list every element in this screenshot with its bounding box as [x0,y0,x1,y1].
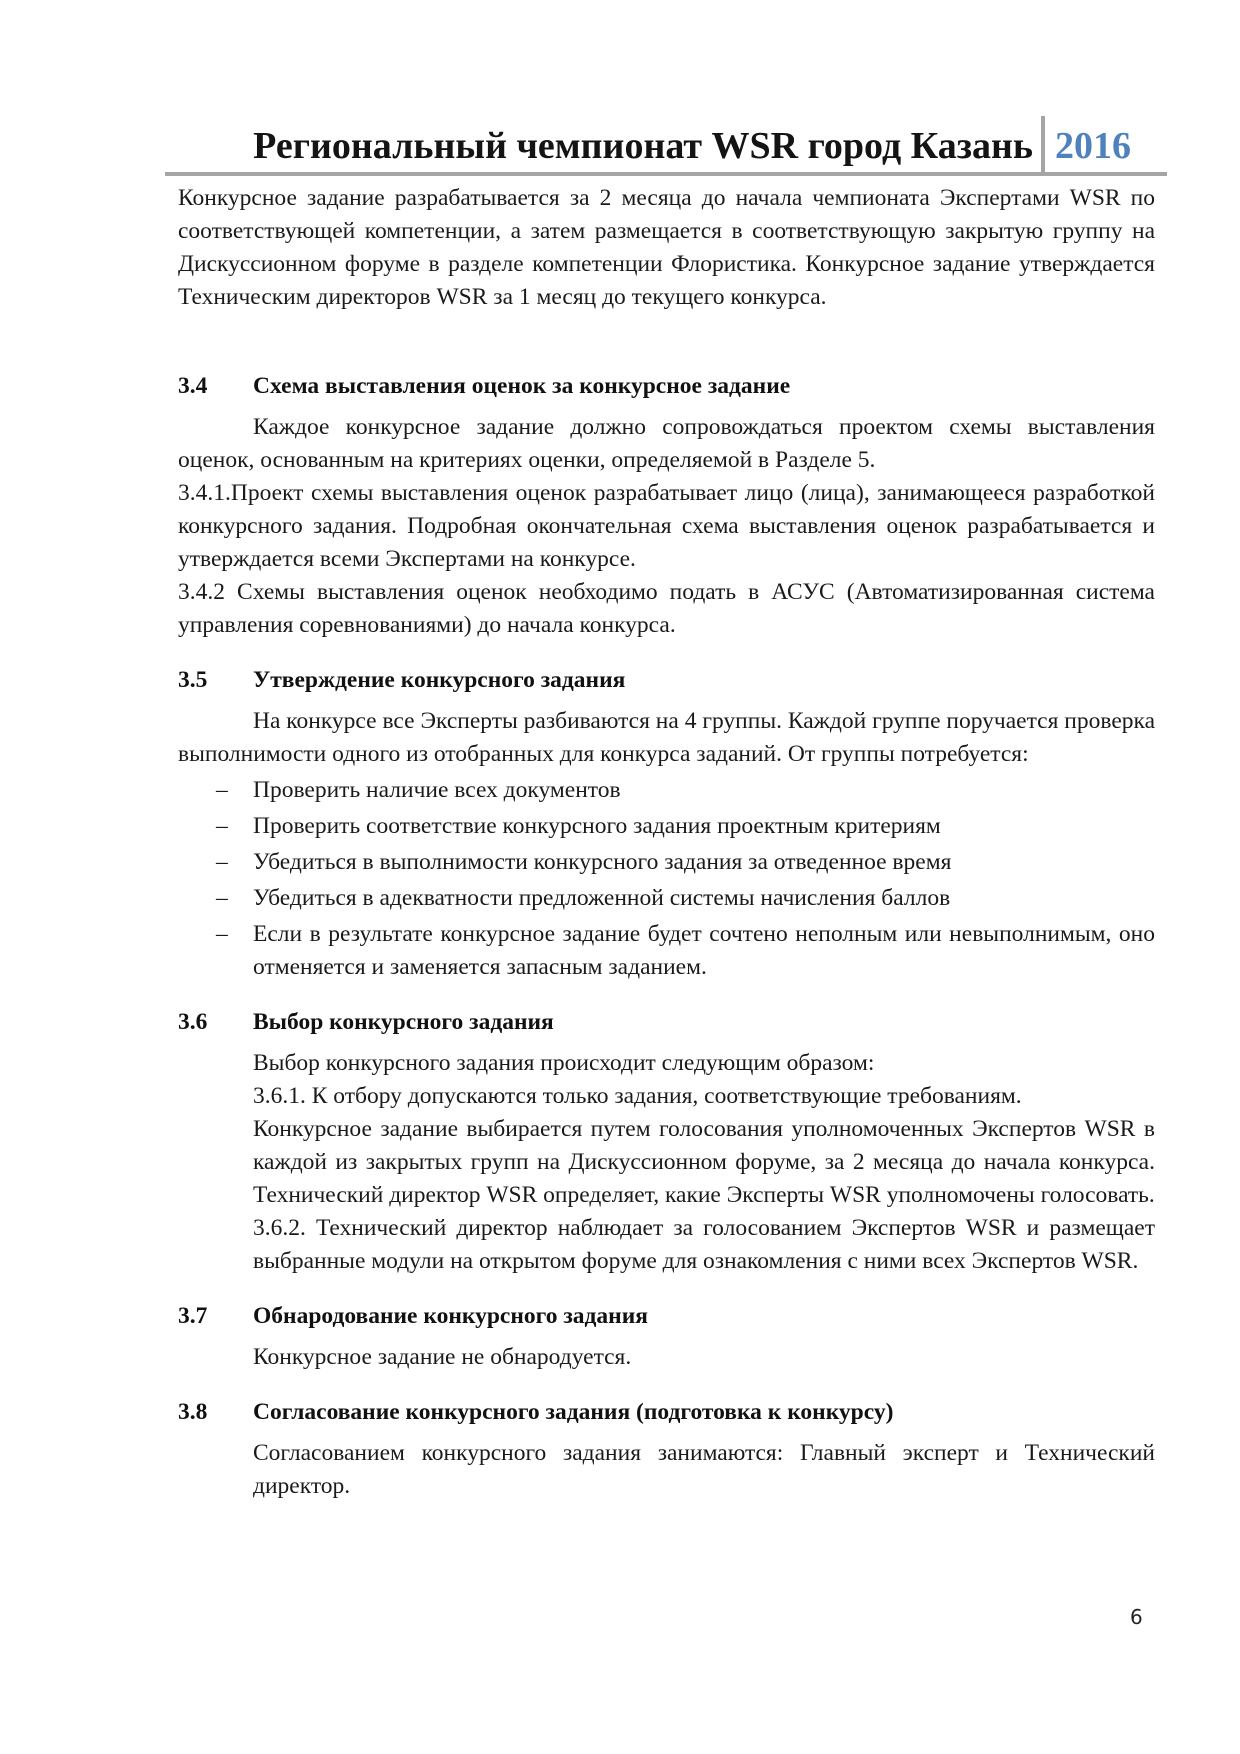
list-item [178,774,1155,807]
header-separator [1041,116,1045,174]
list-item-text: Убедиться в адекватности предложенной системы начисления баллов [253,885,951,911]
section-3-6-paragraph-3: Конкурсное задание выбирается путем голосования уполномоченных Экспертов WSR в каждой из закрытых групп на Дискуссионном форуме, за 2 месяца до начала конкурса. Технический директор WSR определяет, какие Эксперты WSR уполномочены голосовать. [253,1116,1155,1208]
section-3-4-heading [178,370,1155,403]
section-number: 3.7 [178,1303,208,1329]
list-item [178,846,1155,879]
section-3-5-heading [178,664,1155,697]
section-3-6-heading [178,1006,1155,1039]
list-item-text: Если в результате конкурсное задание будет сочтено неполным или невыполнимым, оно отменяется и заменяется запасным заданием. [253,921,1155,980]
section-3-4-paragraph-3: 3.4.2 Схемы выставления оценок необходимо подать в АСУС (Автоматизированная система управления соревнованиями) до начала конкурса. [178,579,1155,638]
section-3-4-paragraph-2: 3.4.1.Проект схемы выставления оценок разрабатывает лицо (лица), занимающееся разработкой конкурсного задания. Подробная окончательная схема выставления оценок разрабатывается и утверждается всеми Экспертами на конкурсе. [178,480,1155,572]
header-year: 2016 [1055,125,1131,167]
section-3-7-paragraph-1: Конкурсное задание не обнародуется. [253,1344,632,1370]
dash-bullet: – [216,849,228,875]
section-3-8-heading [178,1396,1155,1429]
page-number: 6 [1130,1605,1143,1629]
section-3-5-paragraph-1: На конкурсе все Эксперты разбиваются на 4 группы. Каждой группе поручается проверка выполнимости одного из отобранных для конкурса заданий. От группы потребуется: [178,708,1155,767]
dash-bullet: – [216,777,228,803]
dash-bullet: – [216,813,228,839]
list-item [178,810,1155,843]
section-3-6-paragraph-4: 3.6.2. Технический директор наблюдает за голосованием Экспертов WSR и размещает выбранные модули на открытом форуме для ознакомления с ними всех Экспертов WSR. [253,1215,1155,1274]
section-title: Выбор конкурсного задания [253,1009,554,1035]
section-number: 3.4 [178,373,208,399]
section-title: Обнародование конкурсного задания [253,1303,648,1329]
list-item [178,882,1155,915]
section-title: Схема выставления оценок за конкурсное задание [253,373,791,399]
section-3-6-paragraph-1: Выбор конкурсного задания происходит следующим образом: [253,1050,875,1076]
section-title: Согласование конкурсного задания (подготовка к конкурсу) [253,1399,894,1425]
intro-paragraph: Конкурсное задание разрабатывается за 2 месяца до начала чемпионата Экспертами WSR по соответствующей компетенции, а затем размещается в соответствующую закрытую группу на Дискуссионном форуме в разделе компетенции Флористика. Конкурсное задание утверждается Техническим директоров WSR за 1 месяц до текущего конкурса. [178,185,1155,310]
section-number: 3.8 [178,1399,208,1425]
header-rule [165,172,1167,176]
section-3-8-paragraph-1: Согласованием конкурсного задания занимаются: Главный эксперт и Технический директор. [253,1440,1155,1499]
dash-bullet: – [216,885,228,911]
page-header [165,112,1167,176]
list-item-text: Убедиться в выполнимости конкурсного задания за отведенное время [253,849,952,875]
section-3-7-heading [178,1300,1155,1333]
list-item-text: Проверить наличие всех документов [253,777,621,803]
section-3-4-paragraph-1: Каждое конкурсное задание должно сопровождаться проектом схемы выставления оценок, основанным на критериях оценки, определяемой в Разделе 5. [178,414,1155,473]
list-item [178,918,1155,984]
requirements-list [178,774,1155,984]
list-item-text: Проверить соответствие конкурсного задания проектным критериям [253,813,941,839]
dash-bullet: – [216,921,228,947]
header-title: Региональный чемпионат WSR город Казань [253,125,1033,167]
document-body [178,182,1155,1503]
section-3-6-paragraph-2: 3.6.1. К отбору допускаются только задания, соответствующие требованиям. [253,1083,1022,1109]
section-number: 3.6 [178,1009,208,1035]
section-number: 3.5 [178,667,208,693]
section-title: Утверждение конкурсного задания [253,667,626,693]
